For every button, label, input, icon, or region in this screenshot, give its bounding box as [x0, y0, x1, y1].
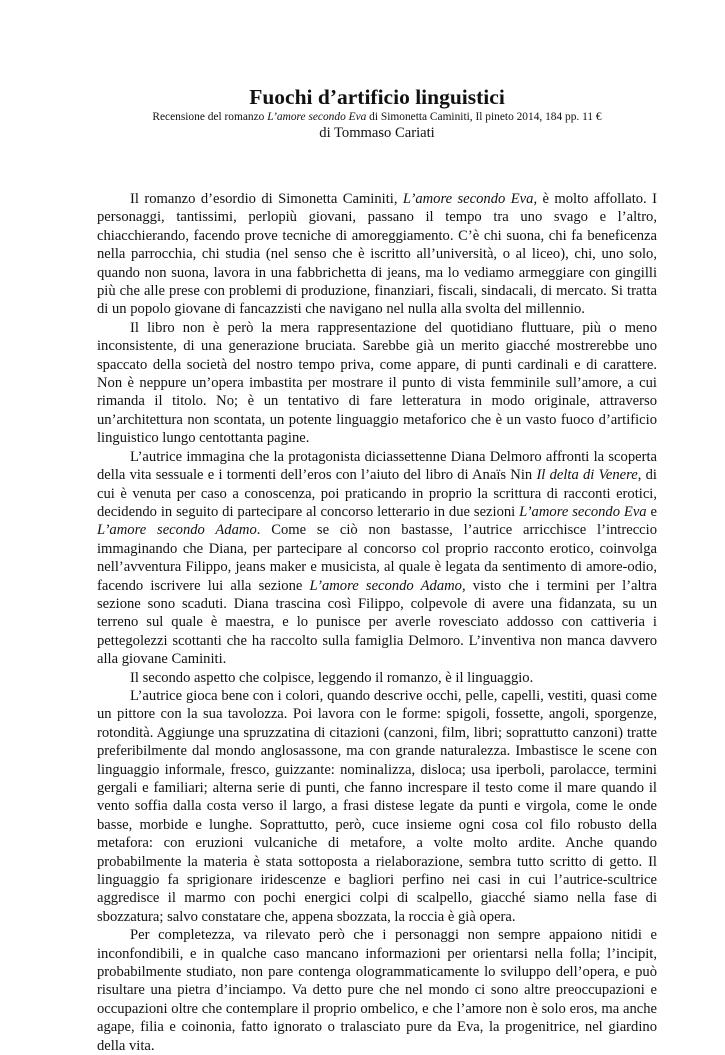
- text-segment: L’autrice immagina che la protagonista diciassettenne Diana Delmoro affronti la scoperta della vita sessuale e i tormenti dell’eros con l’aiuto del libro di Anaïs Nin: [97, 448, 657, 484]
- text-segment: L’autrice gioca bene con i colori, quando descrive occhi, pelle, capelli, vestiti, quasi come un pittore con la sua tavolozza. Poi lavora con le forme: spigoli, fossette, angoli, sporgenze, rotondità. Aggiunge una spruzzatina di citazioni (canzoni, film, libri; soprattutto canzoni) tratte preferibilmente dal mondo anglosassone, ma con grande naturalezza. Imbastisce le scene con linguaggio informale, fresco, guizzante: nominalizza, disloca; usa iperboli, parolacce, termini gergali e familiari; alterna serie di punti, che fanno increspare il testo come il mare quando il vento soffia dalla costa verso il largo, a frasi distese legate da punti e virgola, come le onde basse, morbide e lunghe. Soprattutto, però, cuce insieme ogni cosa col filo robusto della metafora: con eruzioni vulcaniche di metafore, a volte molto ardite. Anche quando probabilmente la materia è stata sottoposta a rielaborazione, sembra tutto scritto di getto. Il linguaggio fa sprigionare iridescenze e bagliori perfino nei casi in cui l’autrice-scultrice aggredisce il marmo con pochi energici colpi di scalpello, giacché siamo nella fase di sbozzatura; salvo constatare che, appena sbozzata, la roccia è già opera.: [97, 687, 657, 925]
- text-segment: , visto che i termini per l’altra sezione sono scaduti. Diana trascina così Filippo, colpevole di avere una fidanzata, su un terreno sul quale è maestra, e lo punisce per averle rovesciato addosso con cattiveria i pettegolezzi scottanti che ha raccolto sulla famiglia Delmoro. L’inventiva non manca davvero alla giovane Caminiti.: [97, 577, 657, 668]
- paragraph: [97, 687, 657, 926]
- document-subtitle: [97, 110, 657, 124]
- text-segment: Per completezza, va rilevato però che i personaggi non sempre appaiono nitidi e inconfondibili, e in qualche caso mancano informazioni per orientarsi nella folla; l’incipit, probabilmente studiato, non pare contenga ologrammaticamente lo sviluppo dell’opera, e può risultare una pietra d’inciampo. Va detto pure che nel mondo ci sono altre preoccupazioni e occupazioni oltre che contemplare il proprio ombelico, e che l’amore non è solo eros, ma anche agape, filia e coinonia, fatto ignorato o tralasciato pure da Eva, la progenitrice, nel giardino della vita.: [97, 927, 657, 1054]
- book-title-italic: L’amore secondo Eva: [402, 191, 534, 207]
- document-title: Fuochi d’artificio linguistici: [249, 85, 505, 109]
- subtitle-prefix: Recensione del romanzo: [152, 111, 268, 123]
- text-segment: , è molto affollato. I personaggi, tantissimi, perlopiù giovani, passano il tempo tra uno svago e l’altro, chiacchierando, facendo prove tecniche di amoreggiamento. C’è chi suona, chi fa beneficenza nella parrocchia, chi studia (nel senso che è iscritto all’università, o al liceo), chi, uno solo, quando non suona, lavora in una fabbrichetta di jeans, ma lo vediamo armeggiare con gingilli più che alle prese con problemi di produzione, finanziari, fiscali, sindacali, di mercato. Si tratta di un popolo giovane di fancazzisti che navigano nel nulla alla svolta del millennio.: [97, 191, 657, 318]
- text-segment: Il libro non è però la mera rappresentazione del quotidiano fluttuare, più o meno inconsistente, di una generazione bruciata. Sarebbe già un merito giacché mostrerebbe uno spaccato della società del nostro tempo priva, come appare, di punti cardinali e di carattere. Non è neppure un’opera imbastita per mostrare il punto di vista femminile sull’amore, a cui rimanda il titolo. No; è un tentativo di fare letteratura in modo originale, attraverso un’architettura non scontata, un potente linguaggio metaforico che è un vasto fuoco d’artificio linguistico lungo centottanta pagine.: [97, 319, 657, 447]
- book-title-italic: L’amore secondo Adamo: [97, 522, 257, 539]
- text-segment: Il secondo aspetto che colpisce, leggendo il romanzo, è il linguaggio.: [130, 669, 534, 686]
- text-segment: Il romanzo d’esordio di Simonetta Caminiti,: [130, 191, 403, 207]
- book-title-italic: Il delta di Venere: [536, 467, 638, 484]
- paragraph: [97, 669, 657, 687]
- subtitle-book-title: L’amore secondo Eva: [267, 111, 367, 123]
- text-segment: , di cui è venuta per caso a conoscenza, poi praticando in proprio la scrittura di racconti erotici, decidendo in seguito di partecipare al concorso letterario in due sezioni: [97, 467, 657, 520]
- subtitle-suffix: di Simonetta Caminiti, Il pineto 2014, 184 pp. 11 €: [366, 111, 602, 123]
- paragraph: [97, 926, 657, 1055]
- document-author: di Tommaso Cariati: [319, 125, 435, 141]
- paragraph: [97, 190, 657, 319]
- book-title-italic: L’amore secondo Adamo: [309, 577, 462, 594]
- paragraph: [97, 448, 657, 669]
- paragraph: [97, 319, 657, 448]
- article-body: [97, 190, 657, 1055]
- book-title-italic: L’amore secondo Eva: [519, 503, 647, 520]
- document-page: [97, 84, 657, 1055]
- text-segment: e: [646, 503, 657, 520]
- text-segment: . Come se ciò non bastasse, l’autrice arricchisce l’intreccio immaginando che Diana, per partecipare al concorso col proprio racconto erotico, coinvolga nell’avventura Filippo, jeans maker e musicista, al quale è legata da sentimento di amore-odio, facendo iscrivere lui alla sezione: [97, 522, 657, 594]
